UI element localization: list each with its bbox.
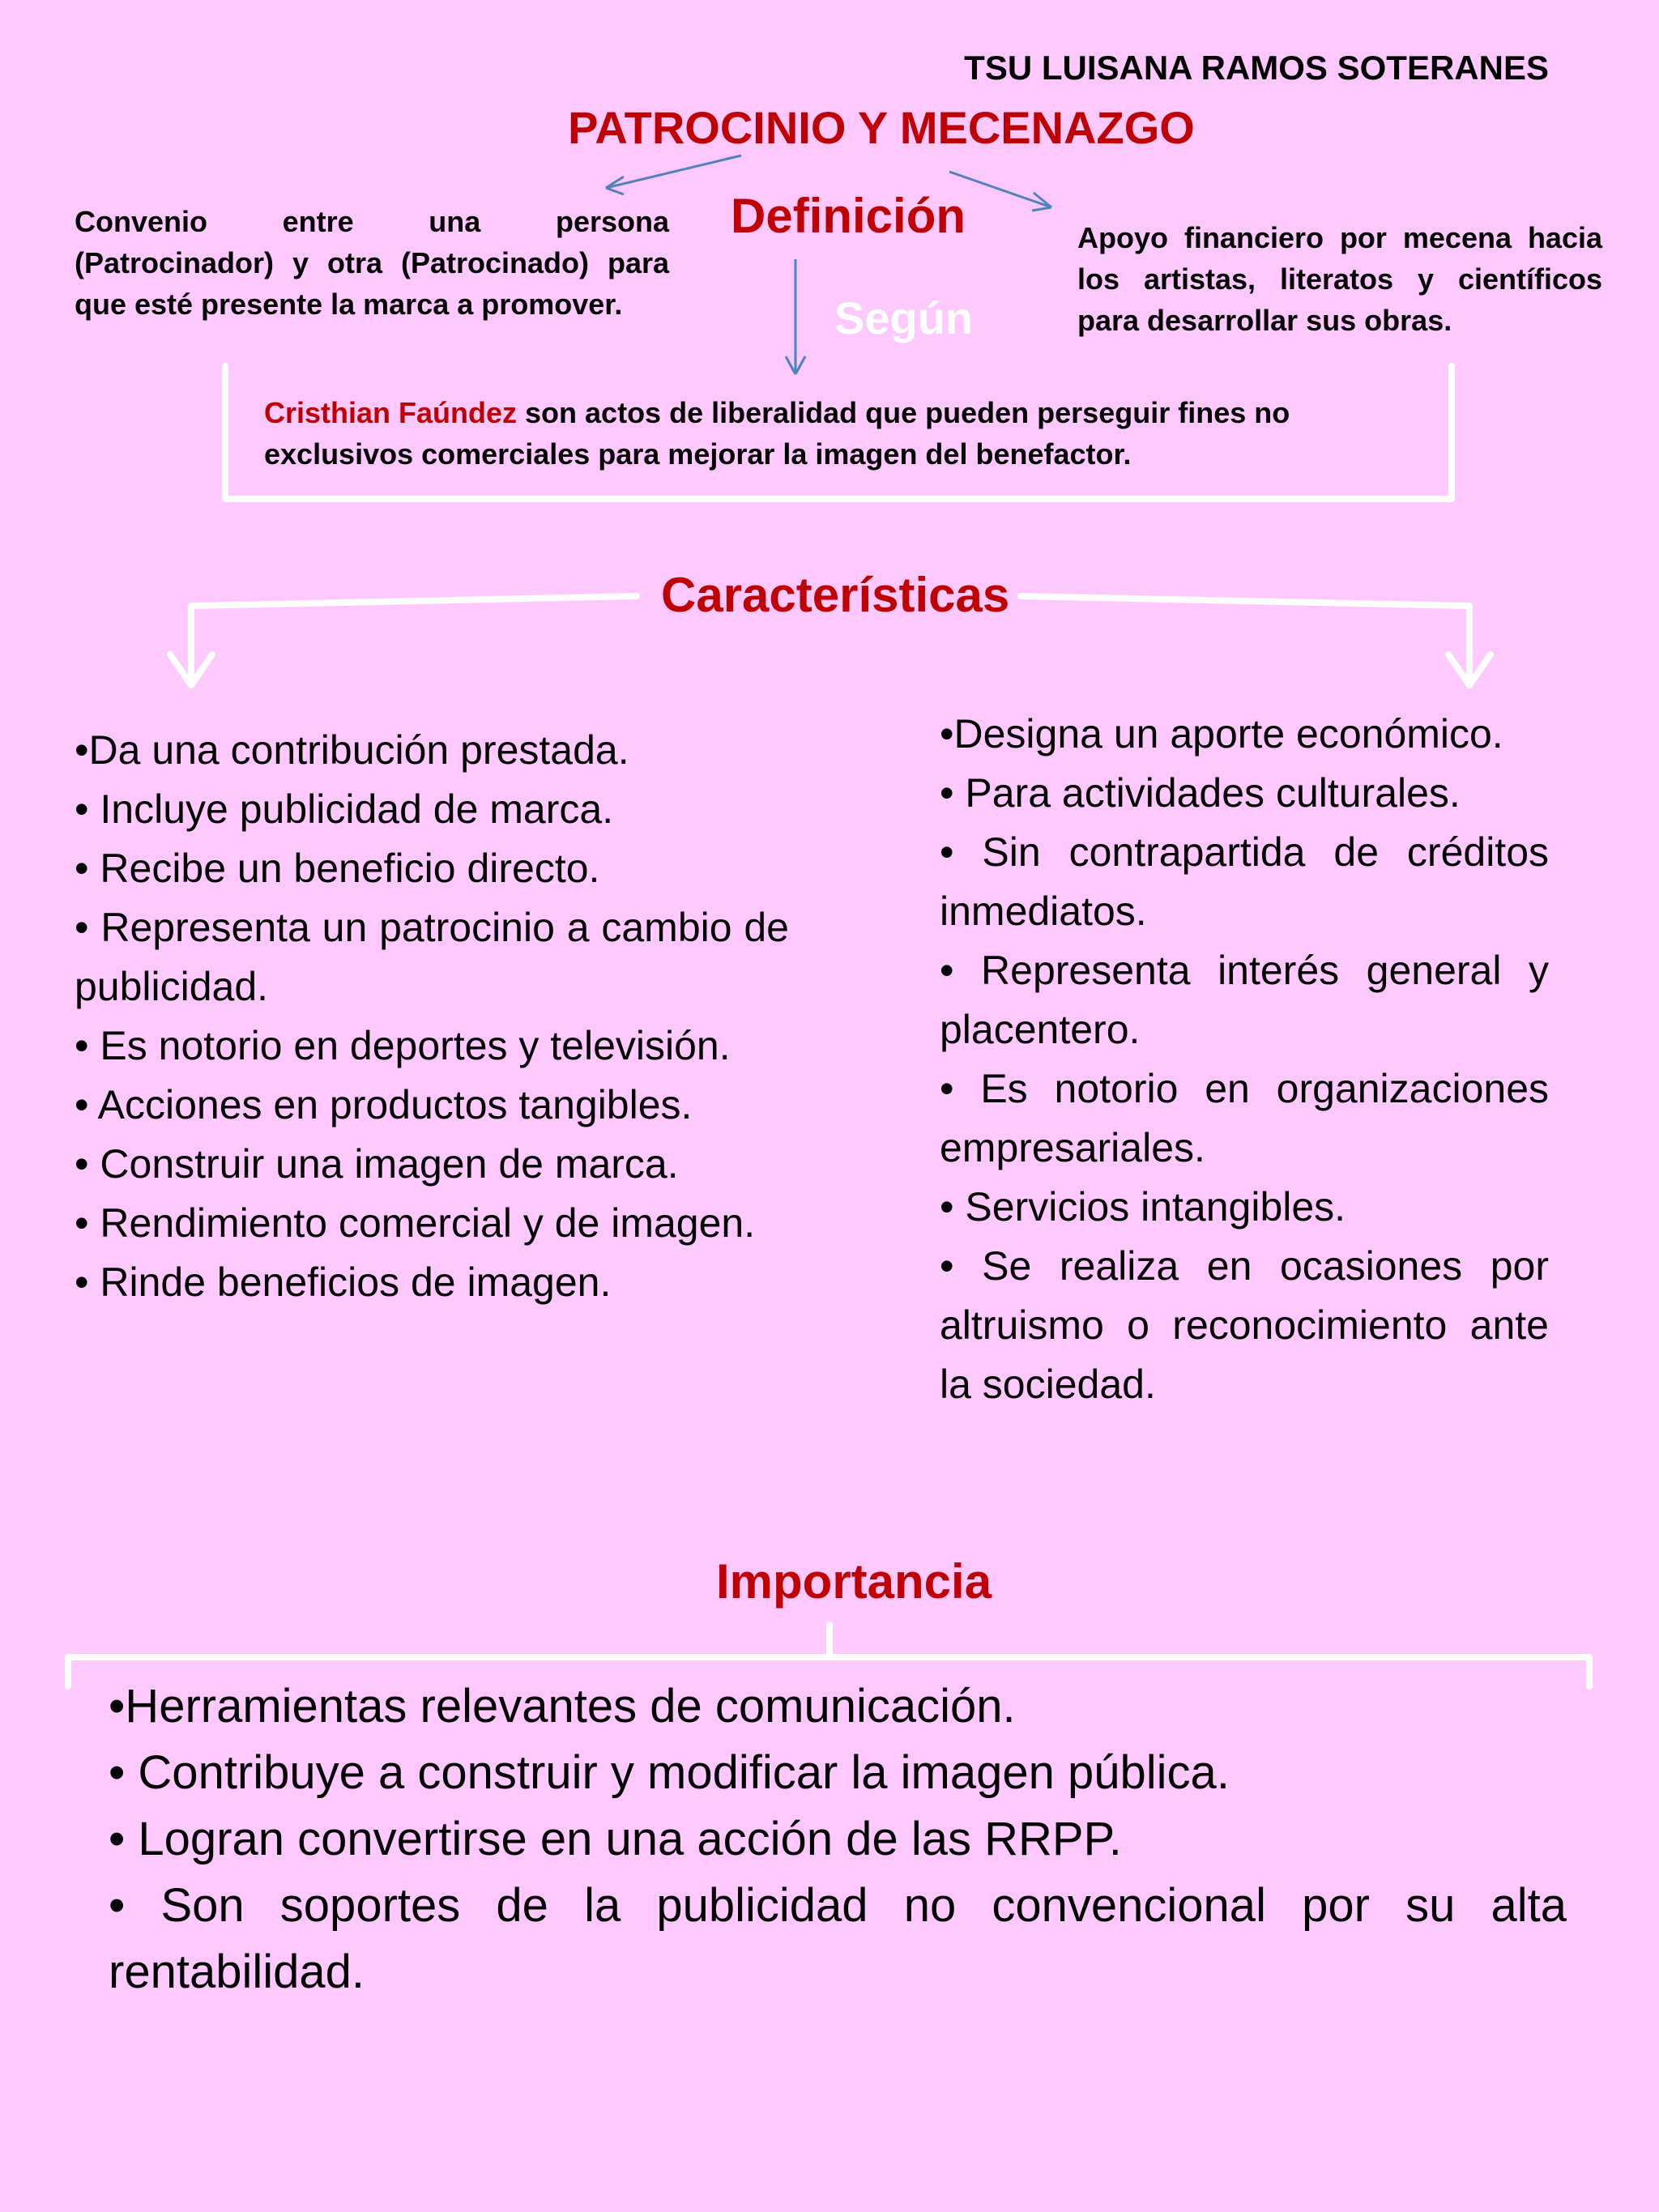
list-item: • Son soportes de la publicidad no convencional por su alta rentabilidad. bbox=[109, 1879, 1567, 1998]
list-item: •Da una contribución prestada. bbox=[75, 727, 629, 773]
list-item: • Rendimiento comercial y de imagen. bbox=[75, 1200, 756, 1246]
mecenazgo-definition: Apoyo financiero por mecena hacia los artistas, literatos y científicos para desarrollar sus obras. bbox=[1077, 221, 1602, 337]
list-item: • Logran convertirse en una acción de las RRPP. bbox=[109, 1813, 1122, 1865]
mecenazgo-characteristics-list bbox=[940, 705, 1549, 1414]
arrow-to-segun bbox=[786, 259, 805, 374]
list-item: • Representa interés general y placentero. bbox=[940, 948, 1549, 1052]
definition-heading: Definición bbox=[731, 189, 966, 243]
list-item: • Recibe un beneficio directo. bbox=[75, 846, 600, 891]
list-item: • Para actividades culturales. bbox=[940, 770, 1461, 816]
patrocinio-characteristics-list bbox=[75, 721, 789, 1312]
author-name: TSU LUISANA RAMOS SOTERANES bbox=[964, 49, 1549, 87]
list-item: • Construir una imagen de marca. bbox=[75, 1141, 679, 1187]
list-item: • Incluye publicidad de marca. bbox=[75, 786, 614, 832]
list-item: •Designa un aporte económico. bbox=[940, 711, 1503, 757]
list-item: • Es notorio en deportes y televisión. bbox=[75, 1023, 731, 1068]
importance-list bbox=[109, 1673, 1567, 2005]
list-item: • Se realiza en ocasiones por altruismo o reconocimiento ante la sociedad. bbox=[940, 1243, 1549, 1407]
list-item: • Rinde beneficios de imagen. bbox=[75, 1259, 612, 1305]
patrocinio-definition: Convenio entre una persona (Patrocinador) y otra (Patrocinado) para que esté presente la marca a promover. bbox=[75, 205, 669, 321]
list-item: • Sin contrapartida de créditos inmediatos. bbox=[940, 829, 1549, 934]
list-item: • Servicios intangibles. bbox=[940, 1184, 1346, 1230]
characteristics-heading: Características bbox=[661, 568, 1010, 622]
quote-text bbox=[264, 392, 1414, 475]
characteristics-connector-left bbox=[170, 596, 637, 685]
list-item: • Representa un patrocinio a cambio de publicidad. bbox=[75, 905, 789, 1009]
quote-body: son actos de liberalidad que pueden perseguir fines no exclusivos comerciales para mejorar la imagen del benefactor. bbox=[264, 396, 1290, 471]
arrow-to-left-definition bbox=[606, 156, 741, 194]
characteristics-connector-right bbox=[1021, 596, 1491, 685]
list-item: • Acciones en productos tangibles. bbox=[75, 1082, 693, 1127]
page-title: PATROCINIO Y MECENAZGO bbox=[568, 102, 1195, 153]
segun-label: Según bbox=[834, 292, 974, 343]
list-item: •Herramientas relevantes de comunicación. bbox=[109, 1680, 1016, 1733]
list-item: • Contribuye a construir y modificar la imagen pública. bbox=[109, 1746, 1230, 1799]
importance-heading: Importancia bbox=[716, 1554, 992, 1609]
quote-author: Cristhian Faúndez bbox=[264, 396, 518, 429]
list-item: • Es notorio en organizaciones empresariales. bbox=[940, 1066, 1549, 1170]
